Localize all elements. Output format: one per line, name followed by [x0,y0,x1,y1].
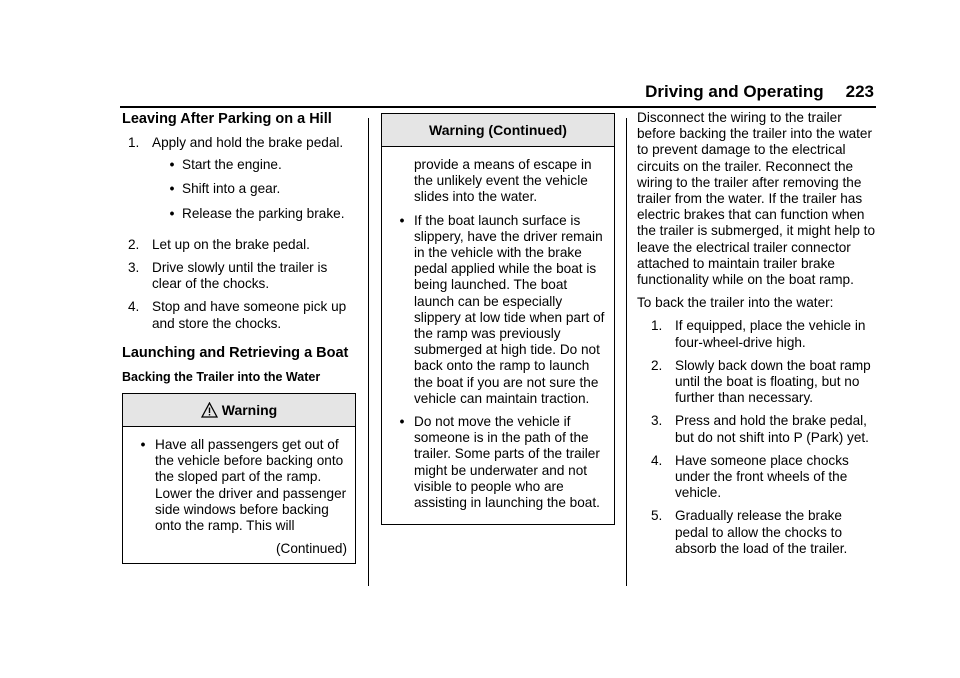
column-middle [381,113,615,525]
step-text: If equipped, place the vehicle in four-wheel-drive high. [675,318,866,350]
step-number: 4. [128,299,140,315]
bullet-marker: • [140,437,146,453]
bullet-marker: • [399,414,405,430]
list-item [122,260,356,292]
step-number: 4. [651,452,663,468]
step-number: 1. [651,318,663,334]
list-item [122,299,356,331]
warning-box [122,393,356,564]
list-item [162,157,344,173]
column-left [122,110,356,564]
lead-paragraph: To back the trailer into the water: [637,295,834,311]
step-number: 2. [651,357,663,373]
warning-body [123,427,355,563]
step-text: Press and hold the brake pedal, but do not shift into P (Park) yet. [675,413,869,445]
warning-text: Do not move the vehicle if someone is in the path of the trailer. Some parts of the trailer might be underwater and not visible to people who are assisting in launching the boat. [414,414,600,511]
list-item [162,181,344,197]
bullet-text: Shift into a gear. [182,181,281,197]
bullet-text: Release the parking brake. [182,205,345,221]
section-heading: Launching and Retrieving a Boat [122,344,349,361]
warning-body [382,147,614,524]
warning-icon [201,402,218,418]
header-rule [120,106,876,108]
step-text: Drive slowly until the trailer is clear of the chocks. [152,260,328,292]
step-number: 3. [651,413,663,429]
list-item [122,237,356,253]
warning-label: Warning [221,402,278,419]
list-item [637,413,877,445]
page-number: 223 [845,82,874,101]
sub-bullet-list [152,157,344,222]
bullet-marker: • [399,212,405,228]
warning-header: Warning (Continued) [382,114,614,147]
step-text: Let up on the brake pedal. [152,236,310,252]
list-item [637,453,877,502]
column-right [637,110,877,564]
list-item [637,318,877,350]
column-divider [626,118,627,586]
bullet-text: Start the engine. [182,157,282,173]
section-heading: Leaving After Parking on a Hill [122,111,332,127]
list-item [390,414,606,511]
list-item [390,213,606,407]
step-text: Apply and hold the brake pedal. [152,135,344,150]
warning-text: Have all passengers get out of the vehicle before backing onto the sloped part of the ramp. Lower the driver and passenger side windows before backing onto the ramp. This will [155,437,347,534]
bullet-marker: • [169,205,175,221]
step-number: 3. [128,260,140,276]
bullet-marker: • [169,181,175,197]
step-number: 2. [128,236,140,252]
warning-text: provide a means of escape in the unlikely event the vehicle slides into the water. [414,157,592,205]
step-text: Have someone place chocks under the front wheels of the vehicle. [675,452,849,501]
launch-steps-list [637,318,877,557]
subsection-heading: Backing the Trailer into the Water [122,369,321,384]
page-header [645,82,874,102]
step-text: Gradually release the brake pedal to allow the chocks to absorb the load of the trailer. [675,508,848,556]
step-number: 5. [651,508,663,524]
list-item [162,206,344,222]
warning-box-continued [381,113,615,525]
step-text: Slowly back down the boat ramp until the boat is floating, but no further than necessary. [675,357,871,406]
warning-header [123,394,355,427]
list-item [131,437,347,534]
step-text: Stop and have someone pick up and store the chocks. [152,299,347,331]
column-divider [368,118,369,586]
bullet-marker: • [169,157,175,173]
warning-text: If the boat launch surface is slippery, have the driver remain in the vehicle with the brake pedal applied while the boat is being launched. The boat launch can be especially slippery at low tide when part of the ramp was previously submerged at high tide. Do not back onto the ramp to launch the boat if you are not sure the vehicle can maintain traction. [414,212,605,406]
intro-paragraph: Disconnect the wiring to the trailer before backing the trailer into the water to prevent damage to the electrical circuits on the trailer. Reconnect the wiring to the trailer after removing the trailer from the water. If the trailer has electric brakes that can function when the trailer is submerged, it might help to leave the electrical trailer connector attached to maintain trailer brake functionality while on the boat ramp. [637,110,876,288]
hill-steps-list [122,135,356,332]
section-title: Driving and Operating [645,82,824,101]
continued-label: (Continued) [275,541,347,557]
step-number: 1. [128,135,140,150]
list-item [122,135,356,230]
list-item [637,508,877,557]
list-item [637,358,877,407]
